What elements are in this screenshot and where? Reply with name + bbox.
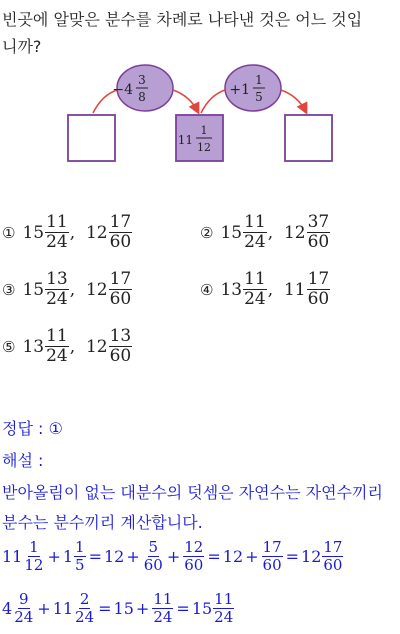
fraction: $\frac{17}{60}$ [262,538,282,574]
whole: 13 [220,279,243,300]
answer-label: 정답 : ① [2,419,63,438]
whole: 12 [85,336,108,357]
arrow-2 [173,90,198,112]
fraction: $\frac{11}{24}$ [244,212,266,252]
whole: 12 [85,222,108,243]
whole: 13 [22,336,45,357]
equation-2: 4 $\frac{9}{24}$ + 11 $\frac{2}{24}$ = 15 + $\frac{11}{24}$ = 15 $\frac{11}{24}$ [2,590,234,626]
op2-num: 1 [255,73,263,87]
question-text [2,6,398,60]
option-1[interactable] [2,214,133,251]
whole: 12 [85,279,108,300]
fraction: $\frac{11}{24}$ [46,212,68,252]
arrow-3 [201,90,225,113]
whole: 11 [283,279,306,300]
whole: 15 [220,222,243,243]
separator: , [267,222,274,243]
question-line-2: 니까? [2,37,42,56]
option-3[interactable] [2,271,133,308]
option-2[interactable] [200,214,331,251]
op1-num: 3 [138,73,146,87]
fraction: $\frac{17}{60}$ [323,538,343,574]
fraction: $\frac{9}{24}$ [14,590,34,626]
fraction: $\frac{1}{5}$ [75,538,85,574]
option-mark: ② [200,223,214,242]
fraction: $\frac{11}{24}$ [244,269,266,309]
fraction: $\frac{17}{60}$ [307,269,330,309]
fraction: $\frac{12}{60}$ [184,538,204,574]
separator: , [69,336,76,357]
separator: , [69,279,76,300]
given-num: 1 [200,124,208,137]
option-5[interactable] [2,328,133,365]
fraction: $\frac{5}{60}$ [143,538,163,574]
op1-den: 8 [138,90,146,104]
op2-sign-whole: +1 [229,82,250,98]
fraction: $\frac{11}{24}$ [153,590,173,626]
whole: 12 [283,222,306,243]
fraction: $\frac{11}{24}$ [214,590,234,626]
fraction: $\frac{1}{12}$ [24,538,44,574]
fraction: $\frac{11}{24}$ [46,326,68,366]
whole: 15 [22,222,45,243]
explanation-text-1: 받아올림이 없는 대분수의 덧셈은 자연수는 자연수끼리 [2,483,383,502]
option-4[interactable] [200,271,331,308]
blank-box-right [285,115,332,161]
option-mark: ① [2,223,16,242]
question-line-1: 빈곳에 알맞은 분수를 차례로 나타낸 것은 어느 것입 [2,10,363,29]
whole: 15 [22,279,45,300]
separator: , [69,222,76,243]
separator: , [267,279,274,300]
op2-den: 5 [255,90,263,104]
fraction: $\frac{17}{60}$ [109,212,132,252]
op1-sign-whole: −4 [112,82,133,98]
option-mark: ⑤ [2,337,16,356]
given-den: 12 [197,141,211,154]
blank-box-left [68,115,115,161]
fraction: $\frac{13}{24}$ [46,269,68,309]
explanation-label: 해설 : [2,451,44,470]
fraction: $\frac{13}{60}$ [109,326,132,366]
operation-diagram [0,60,400,170]
equation-1: 11 $\frac{1}{12}$ + 1 $\frac{1}{5}$ = 12 + $\frac{5}{60}$ + $\frac{12}{60}$ = 12 + $\frac{17}{60}$ = 12 $\frac{17}{60}$ [2,538,343,574]
option-mark: ③ [2,280,16,299]
fraction: $\frac{17}{60}$ [109,269,132,309]
given-whole: 11 [177,133,193,147]
arrow-4 [281,90,306,112]
explanation-text-2: 분수는 분수끼리 계산합니다. [2,513,203,532]
option-mark: ④ [200,280,214,299]
fraction: $\frac{2}{24}$ [75,590,95,626]
fraction: $\frac{37}{60}$ [307,212,330,252]
